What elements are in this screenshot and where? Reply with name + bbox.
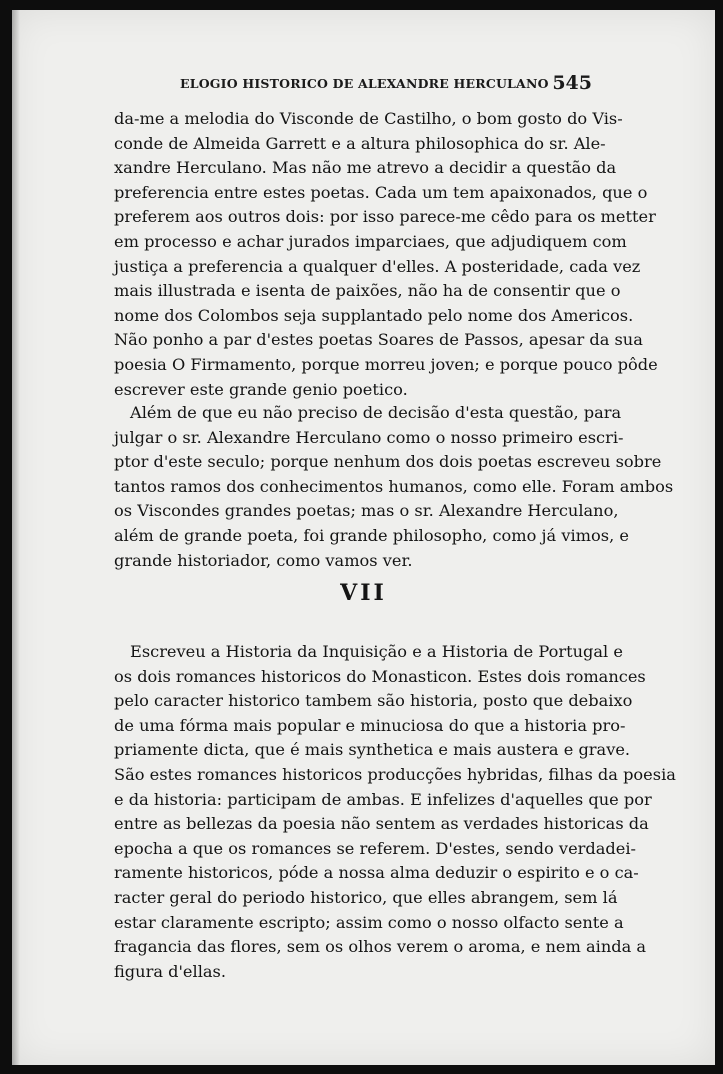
text-line: nome dos Colombos seja supplantado pelo nome dos Americos. <box>114 305 634 325</box>
text-line: fragancia das flores, sem os olhos verem o aroma, e nem ainda a <box>114 937 647 957</box>
page-header <box>180 74 592 98</box>
page-number: 545 <box>552 72 592 94</box>
text-line: ramente historicos, póde a nossa alma deduzir o espirito e o ca- <box>114 863 639 883</box>
text-line: ptor d'este seculo; porque nenhum dos dois poetas escreveu sobre <box>114 452 662 472</box>
text-line: os Viscondes grandes poetas; mas o sr. Alexandre Herculano, <box>114 501 619 521</box>
text-line: justiça a preferencia a qualquer d'elles. A posteridade, cada vez <box>114 256 641 276</box>
text-line: escrever este grande genio poetico. <box>114 379 408 399</box>
text-line: xandre Herculano. Mas não me atrevo a decidir a questão da <box>114 158 617 178</box>
page-gutter-shadow <box>12 10 20 1065</box>
paragraph-3 <box>114 640 676 984</box>
text-line: conde de Almeida Garrett e a altura philosophica do sr. Ale- <box>114 133 606 153</box>
text-line: tantos ramos dos conhecimentos humanos, como elle. Foram ambos <box>114 476 674 496</box>
text-line: racter geral do periodo historico, que elles abrangem, sem lá <box>114 887 618 907</box>
text-line: preferencia entre estes poetas. Cada um tem apaixonados, que o <box>114 182 648 202</box>
text-line: Não ponho a par d'estes poetas Soares de Passos, apesar da sua <box>114 330 643 350</box>
text-line: Escreveu a Historia da Inquisição e a Historia de Portugal e <box>130 642 623 661</box>
text-line: além de grande poeta, foi grande philosopho, como já vimos, e <box>114 525 629 545</box>
text-line: poesia O Firmamento, porque morreu joven; e porque pouco pôde <box>114 354 658 374</box>
text-line: Além de que eu não preciso de decisão d'esta questão, para <box>130 403 622 422</box>
text-line: mais illustrada e isenta de paixões, não ha de consentir que o <box>114 281 621 301</box>
text-line: da-me a melodia do Visconde de Castilho, o bom gosto do Vis- <box>114 109 623 128</box>
running-title: ELOGIO HISTORICO DE ALEXANDRE HERCULANO <box>180 76 549 91</box>
paragraph-2 <box>114 401 674 573</box>
text-line: São estes romances historicos producções hybridas, filhas da poesia <box>114 764 676 784</box>
text-line: julgar o sr. Alexandre Herculano como o nosso primeiro escri- <box>114 427 624 447</box>
paragraph-1 <box>114 107 658 402</box>
text-line: figura d'ellas. <box>114 961 226 981</box>
text-line: priamente dicta, que é mais synthetica e mais austera e grave. <box>114 740 631 760</box>
book-page <box>12 10 715 1065</box>
text-line: de uma fórma mais popular e minuciosa do que a historia pro- <box>114 715 626 735</box>
section-heading: VII <box>340 580 387 606</box>
text-line: pelo caracter historico tambem são historia, posto que debaixo <box>114 691 633 711</box>
text-line: grande historiador, como vamos ver. <box>114 550 413 570</box>
text-line: em processo e achar jurados imparciaes, que adjudiquem com <box>114 231 627 251</box>
text-line: e da historia: participam de ambas. E infelizes d'aquelles que por <box>114 789 652 809</box>
text-line: entre as bellezas da poesia não sentem as verdades historicas da <box>114 814 649 834</box>
text-line: epocha a que os romances se referem. D'estes, sendo verdadei- <box>114 838 636 858</box>
text-line: estar claramente escripto; assim como o nosso olfacto sente a <box>114 912 624 932</box>
text-line: os dois romances historicos do Monasticon. Estes dois romances <box>114 666 646 686</box>
text-line: preferem aos outros dois: por isso parece-me cêdo para os metter <box>114 207 656 227</box>
